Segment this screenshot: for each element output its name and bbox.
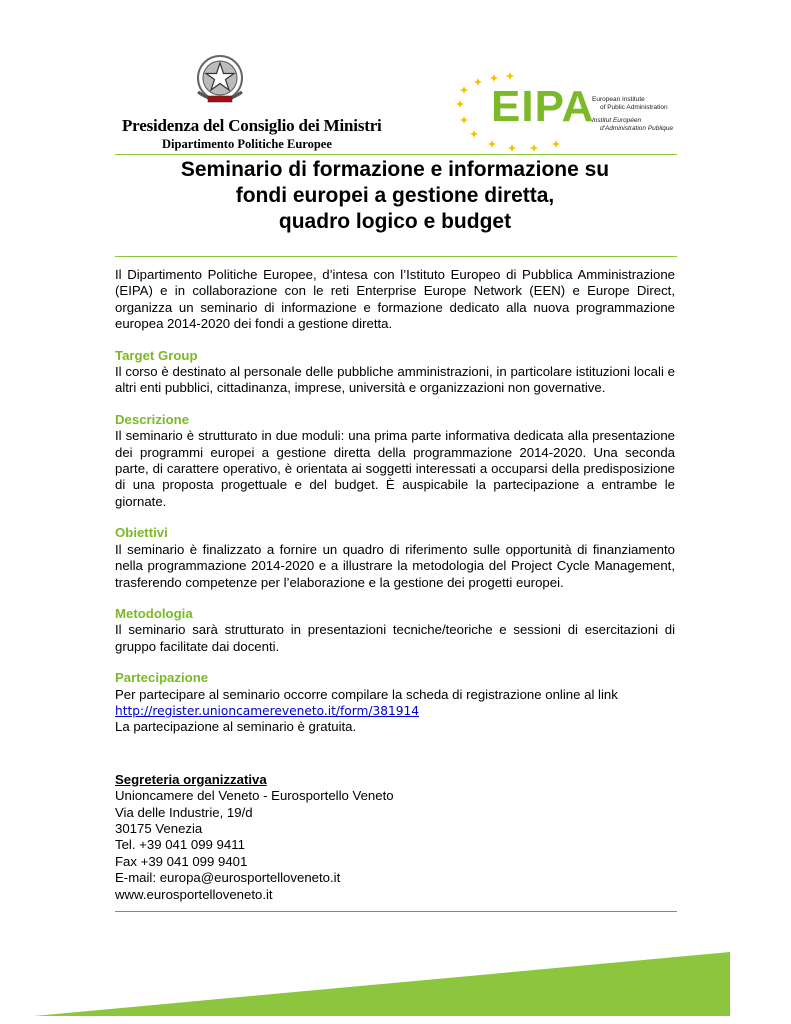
contact-fax: Fax +39 041 099 9401 (115, 853, 248, 869)
section-text-descrizione: Il seminario è strutturato in due moduli: una prima parte informativa dedicata alla presentazione dei programmi europei a gestione diretta della programmazione 2014-2020. Una seconda parte, di carattere operativo, è orientata ai soggetti interessati a occuparsi della predisposizione di una proposta progettuale e del budget. È auspicabile la partecipazione a entrambe le giornate. (115, 428, 675, 509)
section-text-partecipazione: Per partecipare al seminario occorre compilare la scheda di registrazione online al link (115, 686, 618, 702)
contact-org: Unioncamere del Veneto - Eurosportello Veneto (115, 788, 394, 804)
contact-heading: Segreteria organizzativa (115, 771, 267, 787)
intro-paragraph: Il Dipartimento Politiche Europee, d’intesa con l’Istituto Europeo di Pubblica Amministrazione (EIPA) e in collaborazione con le reti Enterprise Europe Network (EEN) e Europe Direct, organizza un seminario di informazione e formazione dedicato alla nuova programmazione europea 2014-2020 dei fondi a gestione diretta. (115, 267, 675, 332)
title-line-3: quadro logico e budget (278, 210, 512, 233)
eipa-name-fr-1: Institut Européen (592, 117, 642, 124)
section-heading-descrizione: Descrizione (115, 411, 190, 427)
contact-web[interactable]: www.eurosportelloveneto.it (115, 886, 273, 902)
registration-link[interactable]: http://register.unioncamereveneto.it/form/381914 (115, 703, 420, 718)
contact-tel: Tel. +39 041 099 9411 (115, 837, 245, 853)
eipa-name-en-1: European Institute (592, 96, 645, 103)
section-heading-partecipazione: Partecipazione (115, 670, 209, 686)
pcm-subtitle: Dipartimento Politiche Europee (162, 137, 332, 151)
contact-email[interactable]: E-mail: europa@eurosportelloveneto.it (115, 870, 341, 886)
participation-note: La partecipazione al seminario è gratuita. (115, 719, 357, 735)
contact-address: Via delle Industrie, 19/d (115, 804, 253, 820)
section-text-metodologia: Il seminario sarà strutturato in presentazioni tecniche/teoriche e sessioni di esercitazioni di gruppo facilitate dai docenti. (115, 622, 675, 654)
section-heading-target: Target Group (115, 347, 198, 363)
title-line-1: Seminario di formazione e informazione su (180, 158, 610, 181)
section-text-obiettivi: Il seminario è finalizzato a fornire un quadro di riferimento sulle opportunità di finanziamento nella programmazione 2014-2020 e a illustrare la metodologia del Project Cycle Management, trasferendo competenze per l’elaborazione e la gestione dei progetti europei. (115, 541, 675, 590)
eipa-name-en-2: of Public Administration (600, 103, 668, 111)
eipa-logo-text: EIPA (491, 82, 595, 131)
section-heading-obiettivi: Obiettivi (115, 525, 168, 541)
contact-city: 30175 Venezia (115, 820, 203, 836)
pcm-title: Presidenza del Consiglio dei Ministri (122, 116, 382, 135)
eipa-name-fr-2: d'Administration Publique (600, 124, 674, 132)
title-line-2: fondi europei a gestione diretta, (235, 184, 555, 207)
section-text-target: Il corso è destinato al personale delle pubbliche amministrazioni, in particolare istituzioni locali e altri enti pubblici, cittadinanza, imprese, università e organizzazioni non governative. (115, 364, 675, 396)
section-heading-metodologia: Metodologia (115, 605, 193, 621)
